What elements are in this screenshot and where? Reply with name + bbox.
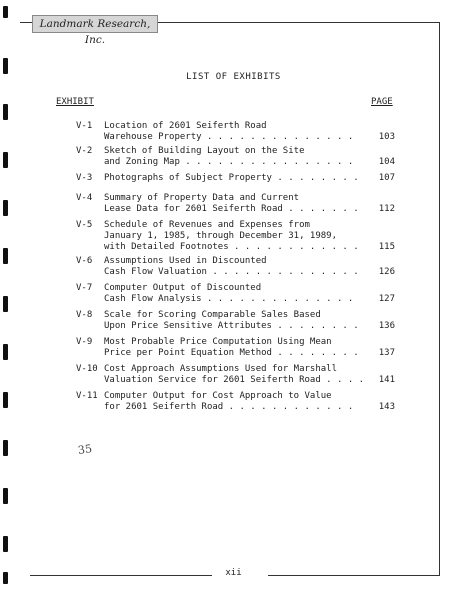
exhibit-description: Computer Output for Cost Approach to Value for 2601 Seiferth Road . . . . . . . . . . . . [104, 391, 354, 412]
frame-right-line [439, 22, 440, 576]
exhibit-description: Cost Approach Assumptions Used for Marshall Valuation Service for 2601 Seiferth Road . . . . [104, 364, 365, 385]
exhibit-description: Computer Output of Discounted Cash Flow Analysis . . . . . . . . . . . . . . [104, 283, 354, 304]
exhibit-number: V-3 [76, 173, 93, 183]
handwritten-note: 35 [77, 442, 93, 457]
page-number: xii [225, 568, 242, 578]
binder-mark [3, 152, 8, 168]
binder-mark [3, 488, 8, 504]
binder-mark [3, 6, 8, 18]
binder-mark [3, 104, 8, 120]
binder-mark [3, 200, 8, 216]
exhibit-number: V-5 [76, 220, 93, 230]
exhibit-number: V-4 [76, 193, 93, 203]
exhibit-number: V-7 [76, 283, 93, 293]
exhibit-page: 107 [378, 173, 395, 183]
exhibit-page: 103 [378, 132, 395, 142]
exhibit-page: 136 [378, 321, 395, 331]
binder-mark [3, 536, 8, 552]
exhibit-page: 137 [378, 348, 395, 358]
exhibit-description: Sketch of Building Layout on the Site and Zoning Map . . . . . . . . . . . . . . . . [104, 146, 354, 167]
exhibit-page: 126 [378, 267, 395, 277]
exhibit-page: 112 [378, 204, 395, 214]
binder-mark [3, 248, 8, 264]
exhibit-page: 143 [378, 402, 395, 412]
exhibit-description: Most Probable Price Computation Using Mean Price per Point Equation Method . . . . . . . . [104, 337, 359, 358]
company-logo: Landmark Research, Inc. [32, 15, 158, 33]
binder-mark [3, 344, 8, 360]
column-header-page: PAGE [371, 97, 393, 107]
exhibit-description: Location of 2601 Seiferth Road Warehouse Property . . . . . . . . . . . . . . [104, 121, 354, 142]
exhibit-page: 127 [378, 294, 395, 304]
exhibit-number: V-10 [76, 364, 98, 374]
exhibit-description: Schedule of Revenues and Expenses from January 1, 1985, through December 31, 1989, with Detailed Footnotes . . . . . . . . . . . . [104, 220, 359, 252]
exhibit-page: 141 [378, 375, 395, 385]
exhibit-number: V-6 [76, 256, 93, 266]
exhibit-page: 104 [378, 157, 395, 167]
exhibit-description: Summary of Property Data and Current Lease Data for 2601 Seiferth Road . . . . . . . [104, 193, 359, 214]
exhibit-number: V-9 [76, 337, 93, 347]
exhibit-number: V-8 [76, 310, 93, 320]
page-title: LIST OF EXHIBITS [186, 72, 281, 82]
binder-mark [3, 392, 8, 408]
exhibit-description: Photographs of Subject Property . . . . . . . . [104, 173, 359, 183]
exhibit-number: V-11 [76, 391, 98, 401]
column-header-exhibit: EXHIBIT [56, 97, 94, 107]
exhibit-number: V-2 [76, 146, 93, 156]
exhibit-description: Scale for Scoring Comparable Sales Based Upon Price Sensitive Attributes . . . . . . . . [104, 310, 359, 331]
binder-mark [3, 440, 8, 456]
binder-mark [3, 296, 8, 312]
exhibit-page: 115 [378, 242, 395, 252]
exhibit-description: Assumptions Used in Discounted Cash Flow Valuation . . . . . . . . . . . . . . [104, 256, 359, 277]
exhibit-number: V-1 [76, 121, 93, 131]
